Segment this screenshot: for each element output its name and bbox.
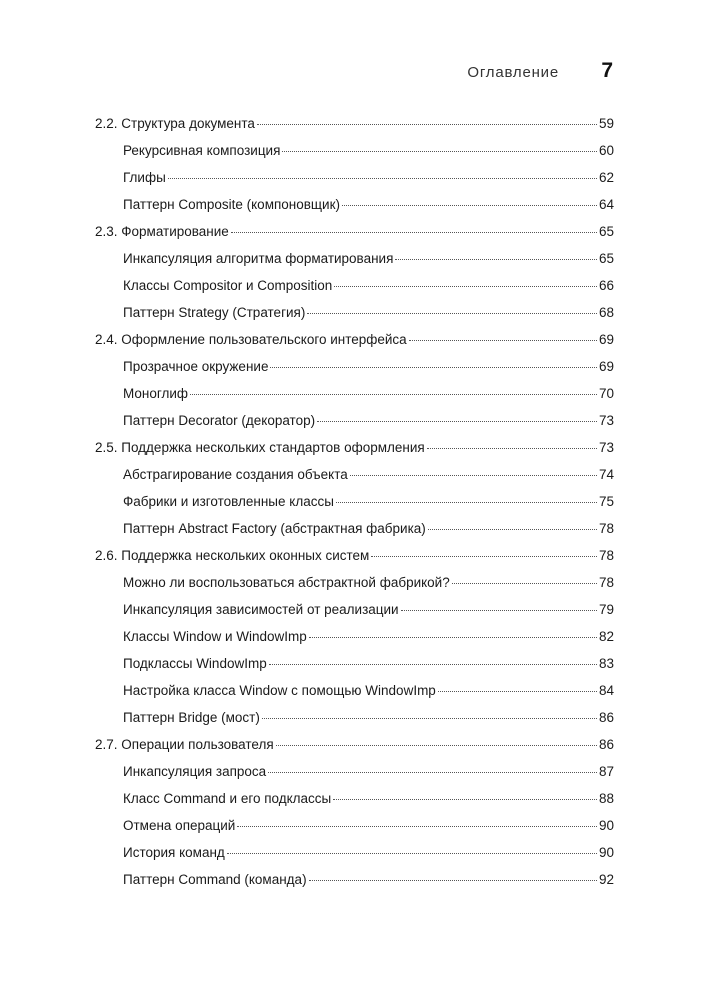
dot-leader xyxy=(237,826,597,827)
toc-subsection-entry[interactable] xyxy=(95,137,614,164)
toc-subsection-entry[interactable] xyxy=(95,272,614,299)
toc-subsection-entry[interactable] xyxy=(95,812,614,839)
toc-entry-title: Паттерн Strategy (Стратегия) xyxy=(123,305,306,320)
dot-leader xyxy=(395,259,597,260)
toc-entry-title: Настройка класса Window с помощью WindowImp xyxy=(123,683,436,698)
running-header-title: Оглавление xyxy=(467,64,559,81)
toc-entry-title: Фабрики и изготовленные классы xyxy=(123,494,334,509)
toc-entry-title: Подклассы WindowImp xyxy=(123,656,267,671)
dot-leader xyxy=(409,340,597,341)
toc-entry-page: 59 xyxy=(598,116,614,131)
toc-subsection-entry[interactable] xyxy=(95,758,614,785)
toc-entry-page: 73 xyxy=(598,440,614,455)
toc-section-entry[interactable] xyxy=(95,434,614,461)
toc-subsection-entry[interactable] xyxy=(95,299,614,326)
toc-subsection-entry[interactable] xyxy=(95,866,614,893)
toc-entry-page: 64 xyxy=(598,197,614,212)
dot-leader xyxy=(307,313,597,314)
toc-entry-page: 69 xyxy=(598,359,614,374)
toc-section-entry[interactable] xyxy=(95,326,614,353)
toc-subsection-entry[interactable] xyxy=(95,407,614,434)
toc-entry-page: 88 xyxy=(598,791,614,806)
toc-entry-title: История команд xyxy=(123,845,225,860)
toc-entry-page: 70 xyxy=(598,386,614,401)
toc-entry-title: 2.3. Форматирование xyxy=(95,224,229,239)
toc-section-entry[interactable] xyxy=(95,542,614,569)
toc-entry-title: 2.5. Поддержка нескольких стандартов оформления xyxy=(95,440,425,455)
toc-entry-title: Паттерн Bridge (мост) xyxy=(123,710,260,725)
toc-entry-page: 78 xyxy=(598,521,614,536)
dot-leader xyxy=(371,556,597,557)
dot-leader xyxy=(257,124,597,125)
toc-entry-title: 2.7. Операции пользователя xyxy=(95,737,274,752)
toc-subsection-entry[interactable] xyxy=(95,677,614,704)
toc-subsection-entry[interactable] xyxy=(95,164,614,191)
toc-entry-title: Паттерн Decorator (декоратор) xyxy=(123,413,316,428)
toc-entry-page: 78 xyxy=(598,548,614,563)
toc-subsection-entry[interactable] xyxy=(95,569,614,596)
toc-entry-title: 2.2. Структура документа xyxy=(95,116,255,131)
toc-entry-page: 75 xyxy=(598,494,614,509)
toc-subsection-entry[interactable] xyxy=(95,515,614,542)
dot-leader xyxy=(333,799,597,800)
toc-entry-title: 2.4. Оформление пользовательского интерфейса xyxy=(95,332,407,347)
toc-subsection-entry[interactable] xyxy=(95,704,614,731)
dot-leader xyxy=(276,745,597,746)
toc-entry-page: 86 xyxy=(598,737,614,752)
toc-subsection-entry[interactable] xyxy=(95,461,614,488)
dot-leader xyxy=(269,664,597,665)
toc-entry-page: 68 xyxy=(598,305,614,320)
toc-entry-page: 86 xyxy=(598,710,614,725)
toc-entry-page: 65 xyxy=(598,251,614,266)
dot-leader xyxy=(438,691,597,692)
toc-entry-title: Прозрачное окружение xyxy=(123,359,269,374)
toc-subsection-entry[interactable] xyxy=(95,380,614,407)
toc-entry-page: 90 xyxy=(598,845,614,860)
dot-leader xyxy=(270,367,597,368)
toc-entry-title: Паттерн Composite (компоновщик) xyxy=(123,197,340,212)
toc-entry-page: 74 xyxy=(598,467,614,482)
dot-leader xyxy=(268,772,597,773)
toc-entry-page: 73 xyxy=(598,413,614,428)
toc-entry-title: Паттерн Abstract Factory (абстрактная фабрика) xyxy=(123,521,426,536)
dot-leader xyxy=(342,205,597,206)
toc-subsection-entry[interactable] xyxy=(95,596,614,623)
toc-entry-title: Классы Window и WindowImp xyxy=(123,629,307,644)
toc-section-entry[interactable] xyxy=(95,731,614,758)
dot-leader xyxy=(428,529,597,530)
toc-entry-title: Рекурсивная композиция xyxy=(123,143,281,158)
dot-leader xyxy=(309,637,597,638)
toc-entry-page: 87 xyxy=(598,764,614,779)
toc-entry-title: 2.6. Поддержка нескольких оконных систем xyxy=(95,548,370,563)
toc-subsection-entry[interactable] xyxy=(95,245,614,272)
page-number: 7 xyxy=(601,59,613,82)
toc-entry-title: Класс Command и его подклассы xyxy=(123,791,332,806)
toc-entry-title: Паттерн Command (команда) xyxy=(123,872,307,887)
toc-entry-title: Отмена операций xyxy=(123,818,236,833)
dot-leader xyxy=(168,178,597,179)
dot-leader xyxy=(401,610,597,611)
toc-entry-title: Можно ли воспользоваться абстрактной фабрикой? xyxy=(123,575,450,590)
table-of-contents xyxy=(95,110,614,893)
toc-entry-page: 83 xyxy=(598,656,614,671)
toc-entry-page: 60 xyxy=(598,143,614,158)
toc-subsection-entry[interactable] xyxy=(95,839,614,866)
toc-section-entry[interactable] xyxy=(95,218,614,245)
toc-entry-page: 82 xyxy=(598,629,614,644)
running-header xyxy=(0,60,709,86)
dot-leader xyxy=(262,718,597,719)
dot-leader xyxy=(282,151,597,152)
dot-leader xyxy=(190,394,597,395)
toc-entry-page: 92 xyxy=(598,872,614,887)
toc-entry-title: Абстрагирование создания объекта xyxy=(123,467,348,482)
dot-leader xyxy=(350,475,597,476)
dot-leader xyxy=(334,286,597,287)
toc-entry-title: Инкапсуляция зависимостей от реализации xyxy=(123,602,399,617)
toc-entry-page: 84 xyxy=(598,683,614,698)
toc-entry-page: 66 xyxy=(598,278,614,293)
toc-entry-page: 62 xyxy=(598,170,614,185)
toc-entry-page: 65 xyxy=(598,224,614,239)
toc-entry-title: Инкапсуляция запроса xyxy=(123,764,267,779)
toc-entry-title: Глифы xyxy=(123,170,166,185)
toc-subsection-entry[interactable] xyxy=(95,488,614,515)
toc-subsection-entry[interactable] xyxy=(95,623,614,650)
toc-entry-page: 78 xyxy=(598,575,614,590)
dot-leader xyxy=(427,448,597,449)
toc-entry-page: 90 xyxy=(598,818,614,833)
toc-entry-title: Инкапсуляция алгоритма форматирования xyxy=(123,251,394,266)
toc-subsection-entry[interactable] xyxy=(95,650,614,677)
toc-section-entry[interactable] xyxy=(95,110,614,137)
dot-leader xyxy=(227,853,597,854)
dot-leader xyxy=(231,232,597,233)
toc-subsection-entry[interactable] xyxy=(95,785,614,812)
toc-subsection-entry[interactable] xyxy=(95,191,614,218)
toc-entry-page: 79 xyxy=(598,602,614,617)
toc-entry-title: Классы Compositor и Composition xyxy=(123,278,333,293)
toc-entry-title: Моноглиф xyxy=(123,386,189,401)
dot-leader xyxy=(309,880,597,881)
toc-entry-page: 69 xyxy=(598,332,614,347)
dot-leader xyxy=(452,583,597,584)
toc-subsection-entry[interactable] xyxy=(95,353,614,380)
dot-leader xyxy=(336,502,597,503)
dot-leader xyxy=(317,421,597,422)
